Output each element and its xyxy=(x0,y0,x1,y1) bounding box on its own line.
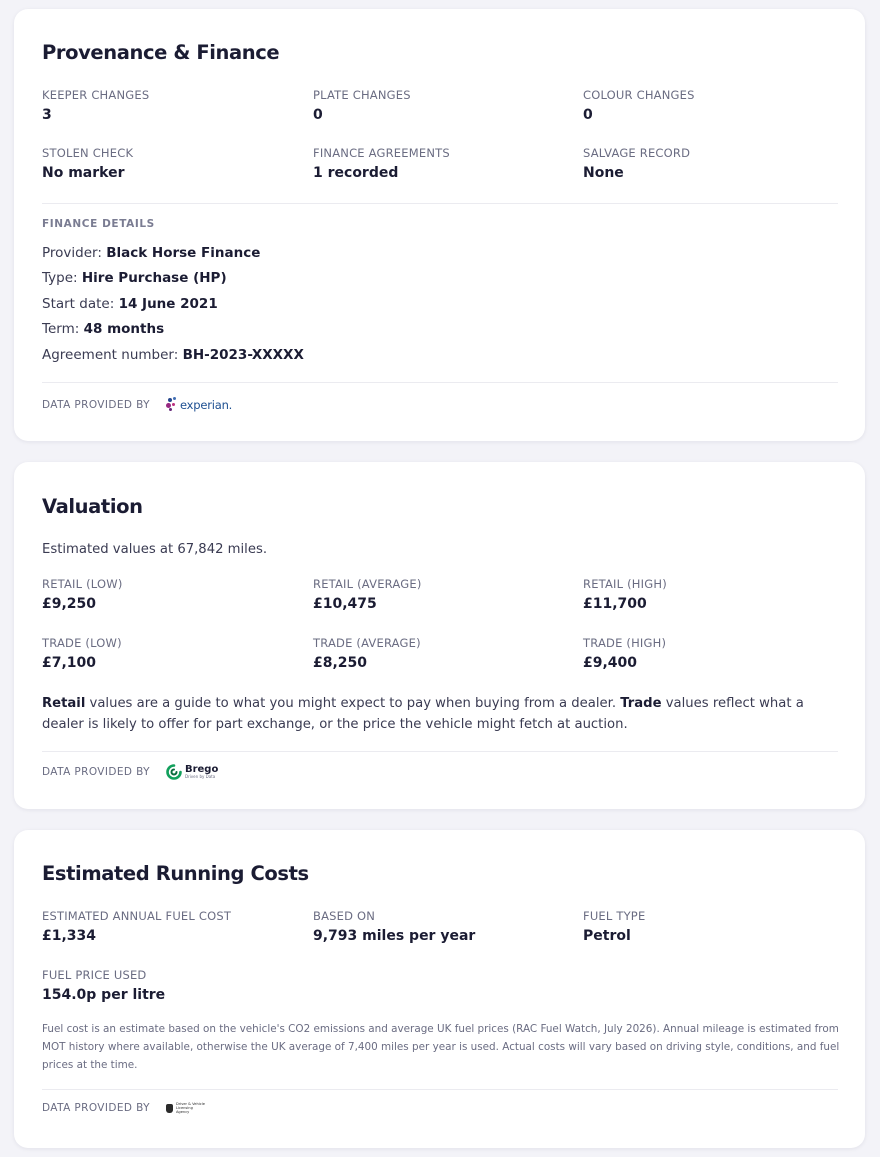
stat-value: £7,100 xyxy=(42,655,97,671)
finance-agreement-number-line xyxy=(42,347,304,363)
finance-start-date-line xyxy=(42,296,218,312)
explanation-text: values are a guide to what you might expect to pay when buying from a dealer. xyxy=(85,696,621,711)
stat-value: £11,700 xyxy=(583,596,647,612)
finance-detail-label: Agreement number: xyxy=(42,347,179,363)
stat-finance-agreements xyxy=(313,146,573,181)
provenance-title: Provenance & Finance xyxy=(42,41,280,64)
dvla-logo-line: Agency xyxy=(175,1110,190,1115)
stat-annual-fuel-cost xyxy=(42,909,302,944)
stat-fuel-price xyxy=(42,968,302,1003)
finance-type-line xyxy=(42,270,227,286)
provenance-finance-card xyxy=(14,9,865,441)
stat-value: £9,250 xyxy=(42,596,97,612)
data-provider-row xyxy=(42,1102,205,1115)
valuation-explanation xyxy=(42,693,842,735)
stat-value: £8,250 xyxy=(313,655,368,671)
stat-value: 0 xyxy=(313,107,323,123)
experian-wordmark: experian. xyxy=(179,398,233,412)
stat-trade-low xyxy=(42,636,302,671)
brego-tagline: Driven by Data xyxy=(184,774,216,779)
stat-value: No marker xyxy=(42,165,125,181)
stat-value: 9,793 miles per year xyxy=(313,928,476,944)
divider xyxy=(42,1089,838,1090)
finance-details-heading: FINANCE DETAILS xyxy=(42,218,155,230)
stat-salvage-record xyxy=(583,146,843,181)
stat-label: FINANCE AGREEMENTS xyxy=(313,146,450,160)
finance-detail-value: Hire Purchase (HP) xyxy=(81,270,227,286)
dvla-logo xyxy=(166,1102,205,1115)
stat-value: 3 xyxy=(42,107,52,123)
brego-mark-icon xyxy=(166,764,182,780)
data-provider-label: DATA PROVIDED BY xyxy=(42,766,150,778)
valuation-card xyxy=(14,462,865,809)
stat-colour-changes xyxy=(583,88,843,123)
stat-label: FUEL TYPE xyxy=(583,909,646,923)
experian-logo xyxy=(166,396,232,414)
stat-keeper-changes xyxy=(42,88,302,123)
running-costs-card xyxy=(14,830,865,1148)
stat-retail-average xyxy=(313,577,573,612)
fuel-cost-disclaimer: Fuel cost is an estimate based on the vehicle's CO2 emissions and average UK fuel prices (RAC Fuel Watch, July 2026). Annual mileage is estimated from MOT history where available, otherwise the UK average of 7,400 miles per year is used. Actual costs will vary based on driving style, conditions, and fuel prices at the time. xyxy=(42,1023,840,1071)
divider xyxy=(42,203,838,204)
experian-dots-icon xyxy=(166,396,178,414)
finance-detail-label: Type: xyxy=(42,270,78,286)
stat-retail-high xyxy=(583,577,843,612)
stat-value: £9,400 xyxy=(583,655,638,671)
stat-fuel-type xyxy=(583,909,843,944)
stat-label: PLATE CHANGES xyxy=(313,88,411,102)
stat-value: Petrol xyxy=(583,928,631,944)
stat-label: RETAIL (HIGH) xyxy=(583,577,667,591)
trade-keyword: Trade xyxy=(620,696,662,711)
divider xyxy=(42,382,838,383)
stat-value: None xyxy=(583,165,624,181)
data-provider-label: DATA PROVIDED BY xyxy=(42,399,150,411)
stat-trade-average xyxy=(313,636,573,671)
stat-label: TRADE (AVERAGE) xyxy=(313,636,421,650)
valuation-title: Valuation xyxy=(42,495,143,518)
stat-stolen-check xyxy=(42,146,302,181)
data-provider-label: DATA PROVIDED BY xyxy=(42,1102,150,1115)
stat-plate-changes xyxy=(313,88,573,123)
stat-value: 154.0p per litre xyxy=(42,987,166,1003)
stat-label: RETAIL (LOW) xyxy=(42,577,123,591)
brego-logo xyxy=(166,764,218,780)
stat-label: COLOUR CHANGES xyxy=(583,88,695,102)
finance-detail-label: Provider: xyxy=(42,245,102,261)
brego-wordmark: Brego xyxy=(184,764,219,775)
data-provider-row xyxy=(42,396,232,414)
finance-detail-label: Start date: xyxy=(42,296,115,312)
divider xyxy=(42,751,838,752)
stat-label: TRADE (HIGH) xyxy=(583,636,667,650)
stat-label: STOLEN CHECK xyxy=(42,146,134,160)
finance-detail-value: 48 months xyxy=(83,321,165,337)
dvla-logo-line: Licensing xyxy=(175,1106,193,1111)
stat-label: RETAIL (AVERAGE) xyxy=(313,577,422,591)
stat-value: £1,334 xyxy=(42,928,97,944)
dvla-logo-line: Driver & Vehicle xyxy=(175,1102,205,1106)
stat-label: BASED ON xyxy=(313,909,376,923)
stat-label: FUEL PRICE USED xyxy=(42,968,147,982)
finance-term-line xyxy=(42,321,164,337)
stat-value: 1 recorded xyxy=(313,165,399,181)
finance-detail-value: Black Horse Finance xyxy=(106,245,261,261)
stat-label: TRADE (LOW) xyxy=(42,636,122,650)
stat-trade-high xyxy=(583,636,843,671)
finance-detail-label: Term: xyxy=(42,321,80,337)
running-costs-title: Estimated Running Costs xyxy=(42,862,309,885)
stat-label: KEEPER CHANGES xyxy=(42,88,150,102)
finance-detail-value: 14 June 2021 xyxy=(118,296,218,312)
explanation-text: values reflect what a dealer is likely to offer for part exchange, or the price the vehicle might fetch at auction. xyxy=(42,696,804,732)
stat-label: ESTIMATED ANNUAL FUEL COST xyxy=(42,909,232,923)
stat-label: SALVAGE RECORD xyxy=(583,146,691,160)
crown-crest-icon xyxy=(166,1104,173,1113)
finance-detail-value: BH-2023-XXXXX xyxy=(182,347,304,363)
stat-retail-low xyxy=(42,577,302,612)
valuation-intro: Estimated values at 67,842 miles. xyxy=(42,542,268,557)
stat-based-on xyxy=(313,909,573,944)
stat-value: £10,475 xyxy=(313,596,377,612)
retail-keyword: Retail xyxy=(42,696,86,711)
finance-provider-line xyxy=(42,245,260,261)
stat-value: 0 xyxy=(583,107,593,123)
data-provider-row xyxy=(42,764,218,780)
